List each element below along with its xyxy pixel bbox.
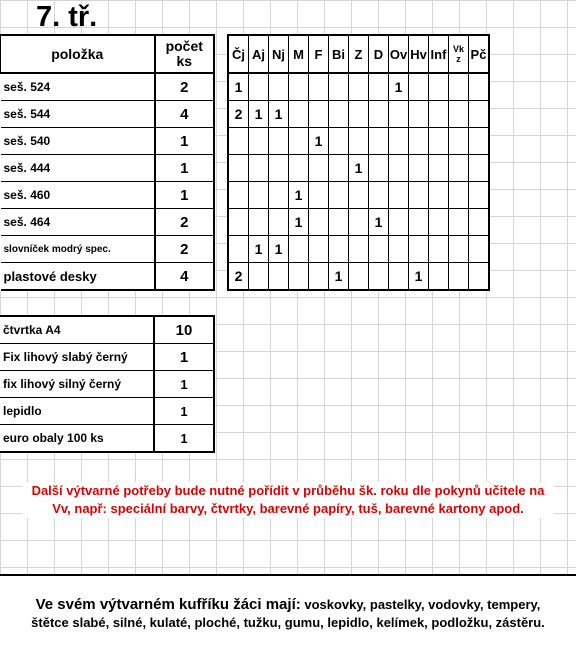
subject-cell <box>449 263 469 291</box>
table-row <box>1 236 215 263</box>
subject-cell <box>449 101 469 128</box>
subject-cell <box>309 155 329 182</box>
subject-cell: 1 <box>289 209 309 236</box>
subject-cell <box>349 263 369 291</box>
subject-cell <box>409 101 429 128</box>
subject-cell: 1 <box>249 236 269 263</box>
table-row <box>228 128 489 155</box>
subject-cell <box>389 101 409 128</box>
subject-cell <box>309 209 329 236</box>
table-row <box>228 209 489 236</box>
subjects-body <box>228 73 489 290</box>
subject-cell <box>369 182 389 209</box>
subject-cell <box>309 182 329 209</box>
header-count-line2: ks <box>176 53 193 69</box>
subject-cell <box>329 155 349 182</box>
subject-cell <box>228 182 249 209</box>
extra-count: 1 <box>154 371 214 398</box>
subject-cell <box>349 128 369 155</box>
subject-cell <box>228 209 249 236</box>
kit-note-text: voskovky, pastelky, vodovky, tempery, štětce slabé, silné, kulaté, ploché, tužku, gumu, lepidlo, kelímek, podložku, zástěru. <box>31 597 545 630</box>
subject-cell <box>269 209 289 236</box>
subject-cell <box>429 155 449 182</box>
subject-cell <box>309 73 329 101</box>
subject-cell: 2 <box>228 263 249 291</box>
table-row <box>1 263 215 291</box>
subject-cell <box>469 128 490 155</box>
item-count: 2 <box>155 73 215 101</box>
subject-cell: 1 <box>228 73 249 101</box>
table-row <box>228 155 489 182</box>
subject-cell <box>329 182 349 209</box>
art-kit-note <box>30 596 546 632</box>
table-row <box>0 316 214 344</box>
subject-cell <box>228 236 249 263</box>
extra-count: 1 <box>154 344 214 371</box>
subject-header-pc: Pč <box>469 35 490 73</box>
subject-cell <box>449 209 469 236</box>
subject-header-aj: Aj <box>249 35 269 73</box>
item-count: 2 <box>155 209 215 236</box>
subject-cell <box>309 263 329 291</box>
item-count: 1 <box>155 128 215 155</box>
subject-cell <box>369 155 389 182</box>
subject-cell: 1 <box>289 182 309 209</box>
subject-cell <box>449 236 469 263</box>
subject-cell <box>409 182 429 209</box>
extra-count: 1 <box>154 398 214 425</box>
table-row <box>228 182 489 209</box>
subject-cell <box>409 155 429 182</box>
subject-cell <box>249 128 269 155</box>
subject-cell <box>329 128 349 155</box>
subject-cell <box>349 73 369 101</box>
subject-cell <box>449 128 469 155</box>
item-name: seš. 544 <box>1 101 155 128</box>
subject-cell <box>289 101 309 128</box>
subject-cell <box>269 128 289 155</box>
subject-cell: 1 <box>249 101 269 128</box>
subject-cell <box>469 155 490 182</box>
header-item: položka <box>1 35 155 73</box>
subject-cell <box>249 73 269 101</box>
item-count: 4 <box>155 101 215 128</box>
item-name: seš. 524 <box>1 73 155 101</box>
subject-cell <box>469 209 490 236</box>
table-row <box>1 101 215 128</box>
subject-cell <box>429 128 449 155</box>
table-row <box>0 371 214 398</box>
subject-cell: 1 <box>309 128 329 155</box>
item-name: seš. 444 <box>1 155 155 182</box>
subject-cell <box>249 263 269 291</box>
extra-name: Fix lihový slabý černý <box>0 344 154 371</box>
subject-cell <box>349 209 369 236</box>
extra-name: euro obaly 100 ks <box>0 425 154 453</box>
subject-cell: 1 <box>269 101 289 128</box>
subject-cell <box>369 73 389 101</box>
subject-cell <box>389 236 409 263</box>
subject-cell <box>449 182 469 209</box>
subject-cell <box>429 236 449 263</box>
table-row <box>228 263 489 291</box>
subject-cell <box>409 236 429 263</box>
subject-cell <box>369 263 389 291</box>
subject-header-inf: Inf <box>429 35 449 73</box>
subject-cell <box>269 182 289 209</box>
vk-line2: z <box>456 54 461 64</box>
subject-cell <box>469 73 490 101</box>
subject-cell <box>289 236 309 263</box>
subject-cell <box>249 182 269 209</box>
item-count: 1 <box>155 182 215 209</box>
kit-note-lead: Ve svém výtvarném kufříku žáci mají: <box>35 596 301 613</box>
subject-cell <box>249 155 269 182</box>
subject-cell <box>269 155 289 182</box>
subject-cell <box>449 155 469 182</box>
items-table <box>0 34 215 291</box>
subject-cell <box>349 236 369 263</box>
table-row <box>1 128 215 155</box>
subject-cell <box>469 236 490 263</box>
extra-count: 1 <box>154 425 214 453</box>
subject-cell <box>369 101 389 128</box>
subject-header-nj: Nj <box>269 35 289 73</box>
subject-header-d: D <box>369 35 389 73</box>
table-row <box>1 73 215 101</box>
table-row <box>228 73 489 101</box>
subject-cell <box>228 128 249 155</box>
subject-cell <box>449 73 469 101</box>
subject-cell <box>369 128 389 155</box>
item-count: 1 <box>155 155 215 182</box>
table-row <box>0 344 214 371</box>
extra-name: fix lihový silný černý <box>0 371 154 398</box>
table-row <box>1 155 215 182</box>
subject-cell <box>289 73 309 101</box>
subject-cell: 1 <box>329 263 349 291</box>
subject-cell <box>429 209 449 236</box>
table-row <box>1 182 215 209</box>
subject-header-vkz <box>449 35 469 73</box>
item-name: seš. 540 <box>1 128 155 155</box>
subject-cell <box>228 155 249 182</box>
subject-header-f: F <box>309 35 329 73</box>
table-row <box>228 236 489 263</box>
subject-cell <box>289 128 309 155</box>
table-row <box>228 101 489 128</box>
subject-cell <box>309 236 329 263</box>
subject-cell <box>269 73 289 101</box>
subject-cell <box>429 263 449 291</box>
subject-cell <box>409 128 429 155</box>
subject-header-hv: Hv <box>409 35 429 73</box>
header-count-line1: počet <box>165 38 203 54</box>
page-title: 7. tř. <box>36 1 98 33</box>
subject-header-m: M <box>289 35 309 73</box>
items-table-header <box>1 35 215 73</box>
subject-cell: 1 <box>369 209 389 236</box>
extra-name: čtvrtka A4 <box>0 316 154 344</box>
subject-cell: 1 <box>269 236 289 263</box>
item-name: plastové desky <box>1 263 155 291</box>
header-count <box>155 35 215 73</box>
item-name: seš. 460 <box>1 182 155 209</box>
subject-cell <box>409 73 429 101</box>
subject-cell <box>289 263 309 291</box>
vk-line1: Vk <box>452 44 464 54</box>
subject-cell: 1 <box>409 263 429 291</box>
subject-cell <box>329 73 349 101</box>
subject-header-ov: Ov <box>389 35 409 73</box>
item-count: 4 <box>155 263 215 291</box>
subject-cell <box>329 209 349 236</box>
subject-cell <box>289 155 309 182</box>
subject-header-bi: Bi <box>329 35 349 73</box>
subject-cell <box>469 263 490 291</box>
subject-cell <box>269 263 289 291</box>
subject-cell <box>429 182 449 209</box>
subject-cell <box>349 101 369 128</box>
subject-cell <box>469 101 490 128</box>
subject-cell <box>329 101 349 128</box>
table-row <box>0 398 214 425</box>
subject-cell <box>369 236 389 263</box>
extra-name: lepidlo <box>0 398 154 425</box>
subject-header-cj: Čj <box>228 35 249 73</box>
subject-cell <box>349 182 369 209</box>
subject-cell <box>309 101 329 128</box>
subject-header-z: Z <box>349 35 369 73</box>
subject-cell <box>429 73 449 101</box>
subject-cell <box>389 182 409 209</box>
subject-cell: 1 <box>389 73 409 101</box>
item-name: slovníček modrý spec. <box>1 236 155 263</box>
subject-cell: 2 <box>228 101 249 128</box>
subjects-table <box>227 34 490 291</box>
subject-cell <box>389 155 409 182</box>
subject-cell <box>469 182 490 209</box>
subject-cell <box>249 209 269 236</box>
item-name: seš. 464 <box>1 209 155 236</box>
art-supplies-note: Další výtvarné potřeby bude nutné pořídit v průběhu šk. roku dle pokynů učitele na Vv, např: speciální barvy, čtvrtky, barevné papíry, tuš, barevné kartony apod. <box>22 482 554 518</box>
subject-cell <box>409 209 429 236</box>
subject-cell: 1 <box>349 155 369 182</box>
item-count: 2 <box>155 236 215 263</box>
subject-cell <box>429 101 449 128</box>
table-row <box>0 425 214 453</box>
subject-cell <box>329 236 349 263</box>
table-row <box>1 209 215 236</box>
extra-count: 10 <box>154 316 214 344</box>
subject-cell <box>389 263 409 291</box>
subject-cell <box>389 209 409 236</box>
extras-table <box>0 315 215 453</box>
subjects-header-row <box>228 35 489 73</box>
subject-cell <box>389 128 409 155</box>
